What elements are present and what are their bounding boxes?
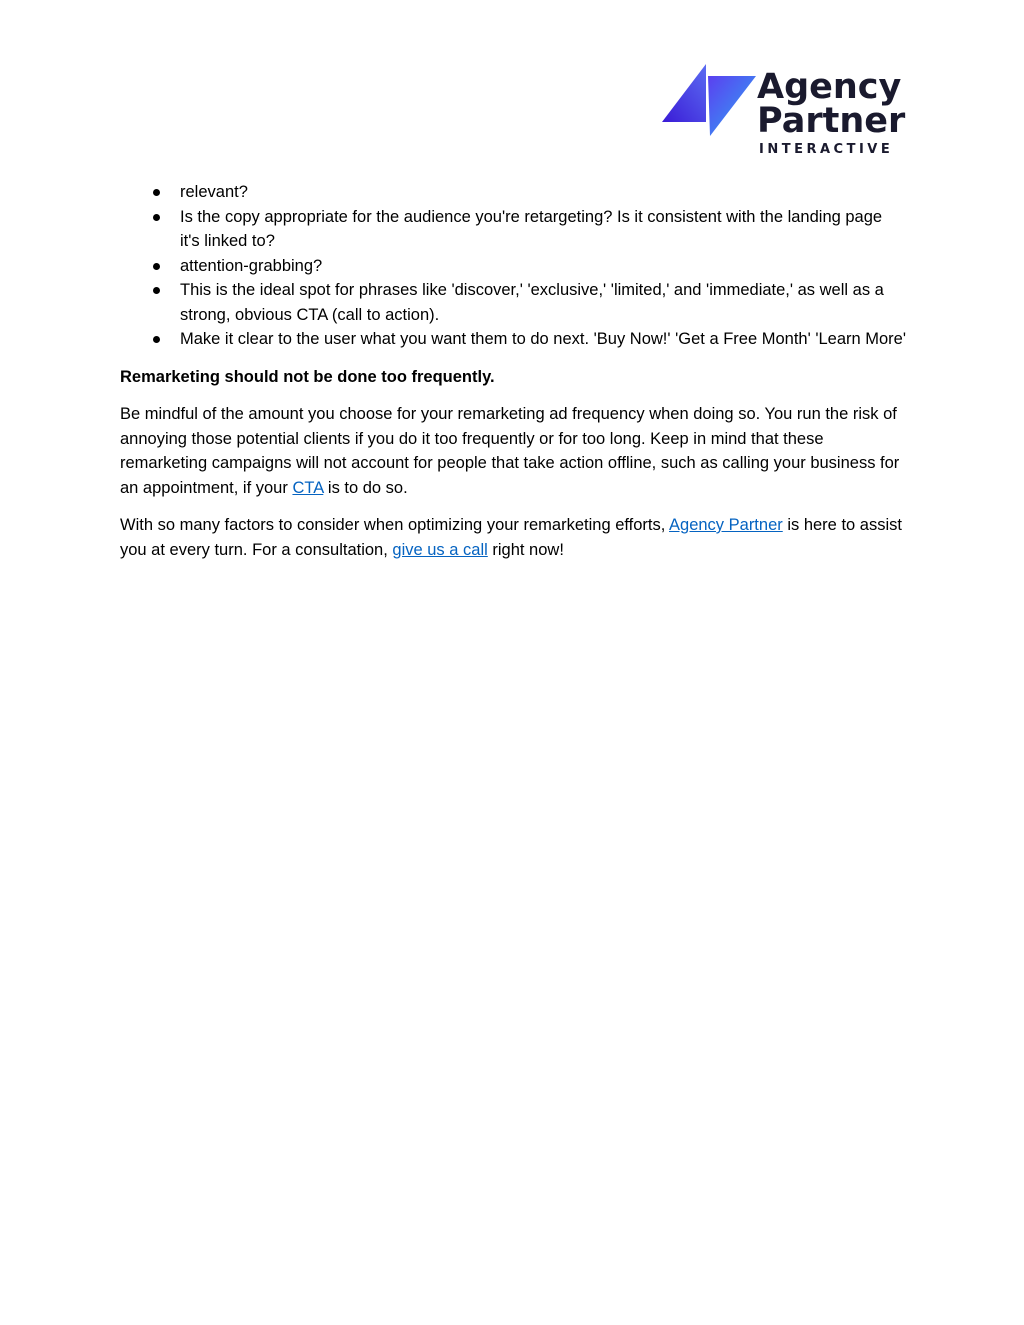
section-heading: Remarketing should not be done too frequently.: [120, 367, 495, 386]
list-item-text: attention-grabbing?: [180, 256, 323, 275]
list-item-text: Make it clear to the user what you want them to do next. 'Buy Now!' 'Get a Free Month' 'Learn More': [180, 330, 906, 348]
list-item: [120, 205, 906, 254]
paragraph-text: right now!: [487, 540, 564, 559]
agency-partner-logo: [660, 62, 910, 157]
bullet-icon: [153, 336, 160, 343]
paragraph-frequency: [120, 402, 906, 500]
paragraph-text: Be mindful of the amount you choose for your remarketing ad frequency when doing so. You run the risk of annoying those potential clients if you do it too frequently or for too long. Keep in mind that these remarketing campaigns will not account for people that take action offline, such as calling your business for an appointment, if your: [120, 405, 900, 497]
logo-left-triangle: [662, 64, 706, 122]
bullet-icon: [153, 287, 160, 294]
list-item-text: relevant?: [180, 183, 248, 201]
list-item: [120, 254, 906, 279]
list-item: [120, 180, 906, 205]
bullet-icon: [153, 189, 160, 196]
bullet-icon: [153, 214, 160, 221]
paragraph-closing: [120, 513, 906, 562]
list-item-text: Is the copy appropriate for the audience you're retargeting? Is it consistent with the landing page it's linked to?: [180, 207, 883, 250]
list-item-text: This is the ideal spot for phrases like 'discover,' 'exclusive,' 'limited,' and 'immediate,' as well as a strong, obvious CTA (call to action).: [180, 281, 884, 324]
logo-line-agency: Agency: [757, 67, 902, 107]
paragraph-text: With so many factors to consider when optimizing your remarketing efforts,: [120, 516, 670, 534]
logo-line-interactive: INTERACTIVE: [759, 142, 894, 157]
give-us-a-call-link[interactable]: give us a call: [392, 540, 488, 559]
agency-partner-link[interactable]: Agency Partner: [669, 516, 783, 534]
bullet-list: [120, 180, 906, 352]
list-item: [120, 327, 906, 352]
bullet-icon: [153, 263, 160, 270]
logo-line-partner: Partner: [757, 101, 906, 141]
document-body: [120, 180, 906, 562]
paragraph-text: is to do so.: [323, 478, 408, 497]
paragraph-text: is here to assist you at every turn. For a consultation,: [120, 516, 902, 559]
cta-link[interactable]: CTA: [292, 478, 324, 497]
list-item: [120, 278, 906, 327]
logo-right-triangle: [708, 76, 756, 136]
